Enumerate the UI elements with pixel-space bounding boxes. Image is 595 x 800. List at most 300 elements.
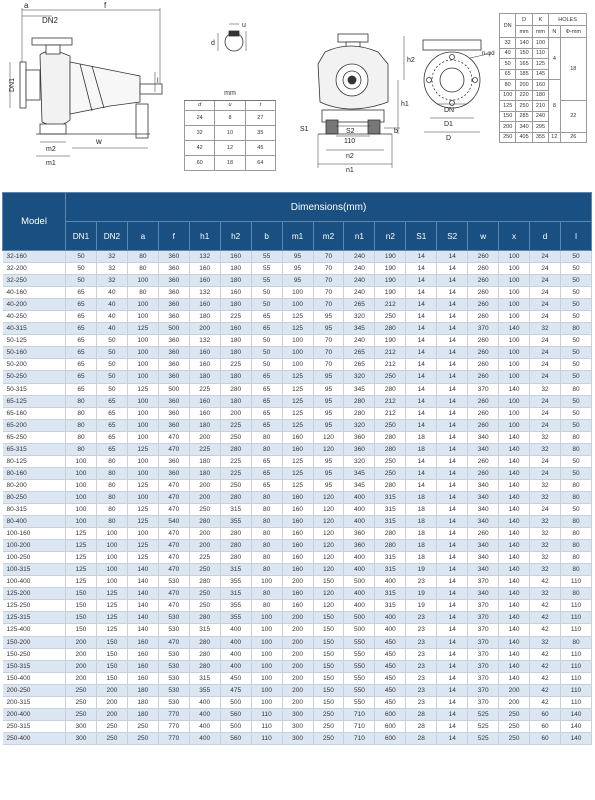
dimension-cell-dn1: 100: [66, 516, 97, 528]
dimension-cell-x: 100: [499, 347, 530, 359]
dimension-cell-m2: 70: [313, 263, 344, 275]
dimension-cell-m1: 100: [282, 347, 313, 359]
dimension-cell-s2: 14: [437, 311, 468, 323]
flange-unit-phi: Φ-mm: [560, 26, 586, 38]
dimension-cell-a: 100: [127, 371, 158, 383]
dimension-cell-m1: 125: [282, 467, 313, 479]
dimension-cell-n2: 212: [375, 299, 406, 311]
dimension-cell-a: 100: [127, 311, 158, 323]
key-header-t: t: [245, 100, 275, 110]
dimension-cell-n1: 400: [344, 552, 375, 564]
model-cell: 40-200: [3, 299, 66, 311]
dimension-cell-a: 100: [127, 455, 158, 467]
dimension-cell-m2: 120: [313, 564, 344, 576]
dimension-cell-m2: 95: [313, 395, 344, 407]
dimension-cell-w: 370: [468, 648, 499, 660]
dimensions-group-header: Dimensions(mm): [66, 193, 592, 222]
dimension-cell-n2: 250: [375, 455, 406, 467]
dimension-cell-h1: 160: [189, 299, 220, 311]
dimension-cell-a: 180: [127, 696, 158, 708]
dimension-cell-dn1: 65: [66, 359, 97, 371]
flange-header-d: D: [516, 14, 532, 26]
dimension-cell-m1: 160: [282, 516, 313, 528]
dimension-cell-m2: 150: [313, 636, 344, 648]
dimension-cell-h2: 500: [220, 720, 251, 732]
dimension-cell-b: 100: [251, 696, 282, 708]
dimension-cell-a: 125: [127, 503, 158, 515]
dimension-cell-f: 360: [158, 335, 189, 347]
dimension-cell-b: 110: [251, 720, 282, 732]
dimension-cell-dn1: 80: [66, 431, 97, 443]
dimension-cell-dn2: 250: [96, 732, 127, 744]
flange-unit-n: N: [549, 26, 560, 38]
dimension-cell-f: 360: [158, 371, 189, 383]
dimension-cell-d: 42: [530, 696, 561, 708]
table-row: [3, 335, 592, 347]
dimension-cell-d: 60: [530, 732, 561, 744]
dimension-cell-b: 100: [251, 684, 282, 696]
dimension-cell-f: 470: [158, 564, 189, 576]
dimension-cell-h2: 475: [220, 684, 251, 696]
dimension-cell-f: 530: [158, 576, 189, 588]
table-row: [3, 395, 592, 407]
dimension-cell-l: 50: [561, 359, 592, 371]
dimension-cell-w: 260: [468, 419, 499, 431]
dimension-cell-h2: 160: [220, 323, 251, 335]
dimension-cell-n1: 320: [344, 455, 375, 467]
dimension-cell-n2: 315: [375, 552, 406, 564]
dimension-cell-a: 100: [127, 359, 158, 371]
dimension-cell-w: 370: [468, 660, 499, 672]
dimension-cell-s1: 18: [406, 552, 437, 564]
dimension-cell-f: 770: [158, 708, 189, 720]
flange-cell: 340: [516, 122, 532, 133]
dimension-cell-n2: 250: [375, 311, 406, 323]
dimension-cell-f: 530: [158, 672, 189, 684]
table-row: [3, 359, 592, 371]
dimension-cell-s1: 14: [406, 299, 437, 311]
dimension-cell-n1: 345: [344, 383, 375, 395]
dimension-cell-s2: 14: [437, 395, 468, 407]
dimension-cell-h1: 250: [189, 503, 220, 515]
dimension-cell-h1: 180: [189, 419, 220, 431]
dimension-cell-b: 100: [251, 624, 282, 636]
model-cell: 80-125: [3, 455, 66, 467]
model-cell: 80-200: [3, 479, 66, 491]
volute-casing-shape: [40, 51, 70, 125]
dimension-cell-n2: 280: [375, 383, 406, 395]
dimension-cell-m1: 200: [282, 660, 313, 672]
dimension-cell-n1: 240: [344, 335, 375, 347]
dimension-cell-dn2: 150: [96, 672, 127, 684]
flange-cell: 110: [532, 48, 548, 59]
dimension-cell-a: 250: [127, 732, 158, 744]
dimension-cell-h2: 355: [220, 612, 251, 624]
model-cell: 125-400: [3, 624, 66, 636]
model-cell: 125-250: [3, 600, 66, 612]
dimension-cell-s2: 14: [437, 335, 468, 347]
flange-cell: 32: [500, 38, 516, 49]
dimension-cell-s1: 14: [406, 407, 437, 419]
dimension-cell-dn1: 65: [66, 311, 97, 323]
dimension-cell-x: 140: [499, 588, 530, 600]
dimension-cell-x: 140: [499, 660, 530, 672]
flange-holes-phi: 22: [560, 101, 586, 133]
model-cell: 200-250: [3, 684, 66, 696]
dimension-cell-h2: 355: [220, 516, 251, 528]
dimension-cell-x: 100: [499, 275, 530, 287]
dimension-cell-n1: 500: [344, 624, 375, 636]
dimension-cell-f: 470: [158, 503, 189, 515]
dimension-cell-l: 50: [561, 371, 592, 383]
dimension-cell-s1: 23: [406, 696, 437, 708]
dimension-cell-s2: 14: [437, 672, 468, 684]
dimension-cell-x: 140: [499, 624, 530, 636]
dimension-cell-s2: 14: [437, 419, 468, 431]
dimension-cell-l: 110: [561, 576, 592, 588]
flange-unit-k: mm: [532, 26, 548, 38]
dimension-cell-s2: 14: [437, 275, 468, 287]
dimension-cell-h2: 400: [220, 636, 251, 648]
flange-cell: 40: [500, 48, 516, 59]
dimension-cell-h1: 200: [189, 479, 220, 491]
key-cell: 35: [245, 125, 275, 140]
flange-cell: 250: [516, 101, 532, 112]
dimension-cell-s1: 14: [406, 335, 437, 347]
model-cell: 100-250: [3, 552, 66, 564]
dimension-cell-l: 110: [561, 648, 592, 660]
dimension-cell-dn2: 40: [96, 311, 127, 323]
label-h2: h2: [407, 57, 415, 64]
dimension-cell-n1: 400: [344, 600, 375, 612]
table-row: [3, 612, 592, 624]
dimension-cell-l: 80: [561, 588, 592, 600]
dimension-cell-s1: 14: [406, 395, 437, 407]
dimension-cell-a: 80: [127, 251, 158, 263]
table-row: [3, 576, 592, 588]
dimension-cell-d: 32: [530, 383, 561, 395]
dimension-cell-m2: 120: [313, 503, 344, 515]
dimension-cell-s2: 14: [437, 648, 468, 660]
dimension-cell-s1: 18: [406, 540, 437, 552]
model-cell: 150-400: [3, 672, 66, 684]
dimension-cell-m1: 200: [282, 636, 313, 648]
dimension-cell-h2: 400: [220, 624, 251, 636]
dimension-cell-x: 140: [499, 443, 530, 455]
dimension-cell-dn2: 80: [96, 503, 127, 515]
column-header-s2: S2: [437, 222, 468, 251]
dimension-cell-w: 340: [468, 503, 499, 515]
dimension-cell-x: 140: [499, 431, 530, 443]
dimension-cell-b: 65: [251, 455, 282, 467]
dimension-cell-w: 260: [468, 395, 499, 407]
dimension-cell-m1: 300: [282, 720, 313, 732]
dimension-cell-dn1: 200: [66, 648, 97, 660]
dimension-cell-s2: 14: [437, 660, 468, 672]
dimension-cell-f: 770: [158, 732, 189, 744]
shaft-shape: [140, 84, 162, 94]
dimension-cell-l: 80: [561, 528, 592, 540]
dimension-cell-b: 50: [251, 347, 282, 359]
dimension-cell-h2: 180: [220, 299, 251, 311]
flange-holes-phi: 18: [560, 38, 586, 101]
key-cell: 45: [245, 140, 275, 155]
dimension-cell-n1: 360: [344, 528, 375, 540]
label-l: l: [157, 78, 159, 85]
dimension-cell-dn2: 65: [96, 395, 127, 407]
label-s2: S2: [346, 128, 355, 135]
dimension-cell-n1: 320: [344, 371, 375, 383]
dimension-cell-b: 80: [251, 431, 282, 443]
dimension-cell-dn1: 100: [66, 479, 97, 491]
model-cell: 80-400: [3, 516, 66, 528]
dimension-cell-n2: 212: [375, 407, 406, 419]
dimension-cell-dn2: 65: [96, 431, 127, 443]
dimension-cell-w: 260: [468, 275, 499, 287]
dimension-cell-h1: 160: [189, 395, 220, 407]
dimension-cell-f: 360: [158, 275, 189, 287]
dimension-cell-d: 32: [530, 431, 561, 443]
dimension-cell-s1: 14: [406, 455, 437, 467]
dimension-cell-s1: 14: [406, 263, 437, 275]
dimension-cell-f: 470: [158, 600, 189, 612]
label-dn1: DN1: [9, 77, 16, 92]
dimension-cell-m1: 160: [282, 564, 313, 576]
column-header-m2: m2: [313, 222, 344, 251]
dimension-cell-f: 470: [158, 540, 189, 552]
dimension-cell-s1: 23: [406, 624, 437, 636]
model-cell: 80-160: [3, 467, 66, 479]
table-row: [3, 443, 592, 455]
dimension-cell-a: 140: [127, 564, 158, 576]
dimension-cell-m1: 200: [282, 696, 313, 708]
dimension-cell-d: 24: [530, 467, 561, 479]
flange-unit-d: mm: [516, 26, 532, 38]
dimension-cell-n2: 450: [375, 660, 406, 672]
flange-cell: 185: [516, 69, 532, 80]
dimension-cell-n2: 212: [375, 359, 406, 371]
dimension-cell-dn1: 65: [66, 347, 97, 359]
dimension-cell-m1: 125: [282, 323, 313, 335]
table-row: [3, 600, 592, 612]
dimension-cell-x: 100: [499, 251, 530, 263]
dimension-cell-dn1: 80: [66, 419, 97, 431]
table-row: [3, 275, 592, 287]
dimension-cell-s2: 14: [437, 636, 468, 648]
dimension-cell-m1: 95: [282, 263, 313, 275]
dimension-cell-d: 32: [530, 588, 561, 600]
dimension-cell-l: 50: [561, 407, 592, 419]
table-row: [3, 371, 592, 383]
dimension-cell-m1: 125: [282, 455, 313, 467]
dimension-cell-s1: 19: [406, 600, 437, 612]
dimension-cell-n2: 450: [375, 684, 406, 696]
dimension-cell-d: 24: [530, 455, 561, 467]
key-cell: 10: [215, 125, 245, 140]
dimension-cell-d: 24: [530, 335, 561, 347]
column-header-s1: S1: [406, 222, 437, 251]
flange-cell: 220: [516, 90, 532, 101]
dimension-cell-h2: 180: [220, 395, 251, 407]
flange-cell: 285: [516, 111, 532, 122]
label-s1: S1: [300, 126, 309, 133]
dimension-cell-f: 770: [158, 720, 189, 732]
dimension-cell-n1: 265: [344, 299, 375, 311]
dimension-cell-s1: 14: [406, 419, 437, 431]
dimension-cell-b: 65: [251, 479, 282, 491]
dimension-cell-m2: 70: [313, 275, 344, 287]
dimension-cell-s2: 14: [437, 696, 468, 708]
dimension-cell-dn1: 100: [66, 467, 97, 479]
column-header-h2: h2: [220, 222, 251, 251]
dimension-cell-x: 140: [499, 491, 530, 503]
dimension-cell-f: 360: [158, 407, 189, 419]
model-cell: 125-315: [3, 612, 66, 624]
model-cell: 200-315: [3, 696, 66, 708]
dimension-cell-s2: 14: [437, 612, 468, 624]
dimension-cell-l: 80: [561, 323, 592, 335]
flange-cell: 405: [516, 132, 532, 143]
dimension-cell-s1: 23: [406, 648, 437, 660]
dimension-cell-f: 470: [158, 636, 189, 648]
model-header: Model: [3, 193, 66, 251]
flange-table: [499, 13, 587, 143]
dimension-cell-m2: 95: [313, 467, 344, 479]
dimension-cell-b: 65: [251, 323, 282, 335]
dimension-cell-dn1: 150: [66, 600, 97, 612]
dimension-cell-h2: 180: [220, 275, 251, 287]
dimension-cell-dn1: 65: [66, 371, 97, 383]
dimension-cell-n1: 400: [344, 516, 375, 528]
dimension-cell-s2: 14: [437, 443, 468, 455]
table-row: [3, 419, 592, 431]
dimension-cell-a: 100: [127, 467, 158, 479]
dimension-cell-a: 140: [127, 576, 158, 588]
flange-cell: 125: [532, 59, 548, 70]
dimension-cell-w: 260: [468, 299, 499, 311]
dimension-cell-s1: 18: [406, 491, 437, 503]
dimension-cell-h1: 200: [189, 540, 220, 552]
dimension-cell-b: 100: [251, 648, 282, 660]
dimension-cell-s1: 23: [406, 636, 437, 648]
label-m1: m1: [46, 160, 56, 167]
dimension-cell-h2: 400: [220, 660, 251, 672]
dimension-cell-s1: 23: [406, 672, 437, 684]
dimension-cell-s2: 14: [437, 323, 468, 335]
dimension-cell-s1: 18: [406, 528, 437, 540]
dimension-cell-w: 260: [468, 467, 499, 479]
table-row: [3, 455, 592, 467]
key-cell: 18: [215, 155, 245, 170]
dimension-cell-b: 80: [251, 491, 282, 503]
flange-cell: 50: [500, 59, 516, 70]
dimension-cell-l: 110: [561, 612, 592, 624]
dimension-cell-dn1: 250: [66, 684, 97, 696]
dimension-cell-l: 110: [561, 696, 592, 708]
dimension-cell-f: 360: [158, 347, 189, 359]
dimension-cell-dn2: 250: [96, 720, 127, 732]
dimensions-table-body: [3, 251, 592, 745]
dimension-cell-m1: 125: [282, 419, 313, 431]
dimension-cell-a: 160: [127, 648, 158, 660]
dimension-cell-a: 100: [127, 407, 158, 419]
dimension-cell-b: 50: [251, 359, 282, 371]
dimension-cell-l: 50: [561, 335, 592, 347]
dimension-cell-h1: 280: [189, 516, 220, 528]
dimension-cell-s1: 23: [406, 576, 437, 588]
dimension-cell-h2: 225: [220, 455, 251, 467]
dimension-cell-s2: 14: [437, 383, 468, 395]
dimension-cell-m1: 100: [282, 287, 313, 299]
dimension-cell-m1: 300: [282, 732, 313, 744]
dimension-cell-h1: 400: [189, 708, 220, 720]
dimension-cell-h2: 400: [220, 648, 251, 660]
dimension-cell-m1: 125: [282, 395, 313, 407]
dimension-cell-dn2: 50: [96, 335, 127, 347]
dimension-cell-b: 110: [251, 708, 282, 720]
dimension-cell-s2: 14: [437, 251, 468, 263]
dimension-cell-s2: 14: [437, 359, 468, 371]
dimension-cell-h1: 160: [189, 275, 220, 287]
key-cell: 12: [215, 140, 245, 155]
dimension-cell-dn2: 40: [96, 299, 127, 311]
dimension-cell-m2: 95: [313, 479, 344, 491]
dimension-cell-h1: 250: [189, 600, 220, 612]
dimension-cell-f: 470: [158, 588, 189, 600]
dimension-cell-n2: 315: [375, 516, 406, 528]
dimension-cell-b: 80: [251, 588, 282, 600]
dimension-cell-dn2: 65: [96, 407, 127, 419]
model-cell: 50-250: [3, 371, 66, 383]
dimension-cell-x: 100: [499, 407, 530, 419]
dimension-cell-dn1: 50: [66, 251, 97, 263]
dimension-cell-dn1: 125: [66, 540, 97, 552]
dimension-cell-s2: 14: [437, 491, 468, 503]
dimension-cell-n1: 240: [344, 275, 375, 287]
dimension-cell-s1: 14: [406, 275, 437, 287]
dimension-cell-f: 360: [158, 299, 189, 311]
dimension-cell-n2: 600: [375, 732, 406, 744]
dimension-cell-h1: 280: [189, 648, 220, 660]
dimension-cell-b: 80: [251, 443, 282, 455]
dimension-cell-s1: 14: [406, 287, 437, 299]
dimension-cell-f: 530: [158, 660, 189, 672]
dimension-cell-x: 200: [499, 696, 530, 708]
dimension-cell-h2: 315: [220, 503, 251, 515]
dimension-cell-m1: 125: [282, 383, 313, 395]
dimension-cell-s1: 18: [406, 431, 437, 443]
dimension-cell-w: 340: [468, 491, 499, 503]
dimension-cell-d: 32: [530, 540, 561, 552]
dimension-cell-b: 50: [251, 335, 282, 347]
dimension-cell-l: 50: [561, 347, 592, 359]
dimension-cell-dn1: 65: [66, 323, 97, 335]
dimension-cell-h1: 225: [189, 443, 220, 455]
column-header-f: f: [158, 222, 189, 251]
column-header-b: b: [251, 222, 282, 251]
dimension-cell-l: 80: [561, 540, 592, 552]
dimension-cell-x: 140: [499, 648, 530, 660]
dimension-cell-h1: 132: [189, 251, 220, 263]
model-cell: 65-250: [3, 431, 66, 443]
dimension-cell-dn1: 300: [66, 720, 97, 732]
dimension-cell-m1: 100: [282, 359, 313, 371]
dimension-cell-h2: 160: [220, 251, 251, 263]
model-cell: 65-200: [3, 419, 66, 431]
dimension-cell-w: 260: [468, 311, 499, 323]
dimension-cell-n2: 450: [375, 696, 406, 708]
dimension-cell-b: 55: [251, 263, 282, 275]
